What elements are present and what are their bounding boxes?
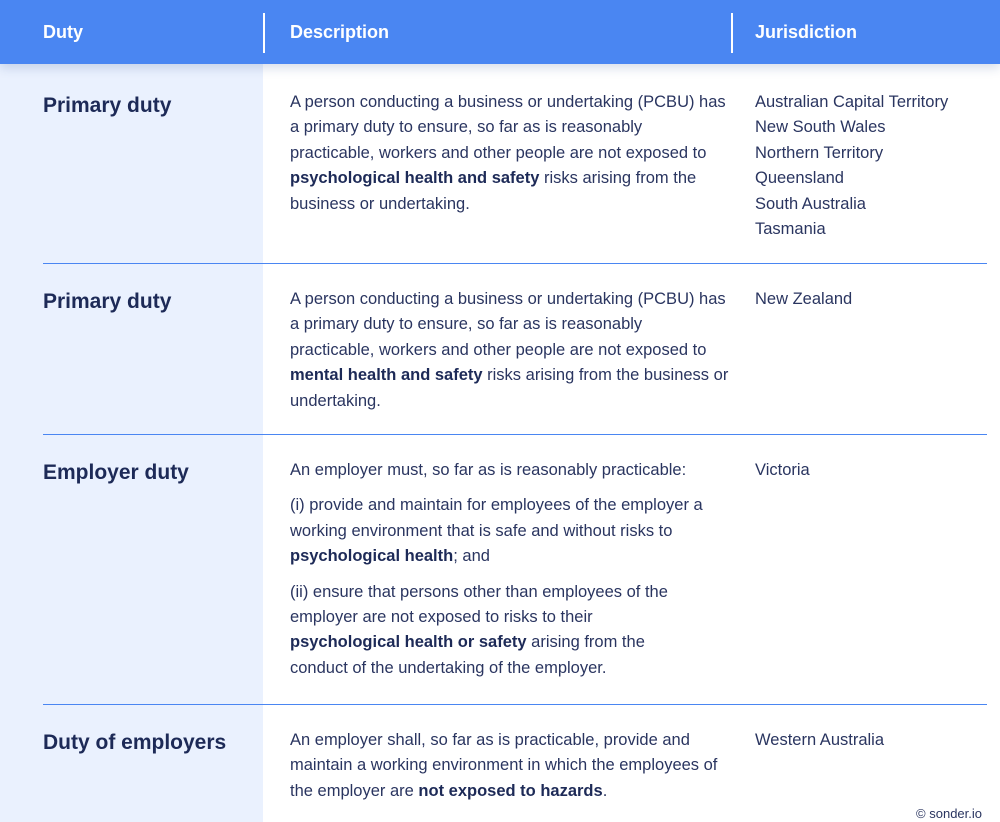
jurisdiction-item: New Zealand: [755, 290, 853, 308]
jurisdiction-list: [755, 287, 990, 312]
jurisdiction-item: Victoria: [755, 461, 810, 479]
jurisdiction-item: Northern Territory: [755, 143, 884, 162]
duty-description: [290, 90, 730, 217]
duty-label: Employer duty: [43, 461, 189, 484]
row-divider: [43, 263, 987, 264]
jurisdiction-item: Tasmania: [755, 220, 826, 239]
jurisdiction-item: Australian Capital Territory: [755, 93, 949, 111]
jurisdiction-item: Western Australia: [755, 731, 885, 749]
jurisdiction-list: [755, 90, 990, 242]
copyright-credit: © sonder.io: [916, 806, 982, 821]
duty-description: [290, 728, 730, 804]
jurisdiction-item: New South Wales: [755, 118, 886, 137]
description-paragraph: An employer shall, so far as is practicable, provide and maintain a working environment in which the employees of the employer are not exposed to hazards.: [290, 731, 718, 800]
description-paragraph: A person conducting a business or undertaking (PCBU) has a primary duty to ensure, so far as is reasonably practicable, workers and other people are not exposed to psychological health and safety risks arising from the business or undertaking.: [290, 93, 726, 213]
jurisdiction-item: South Australia: [755, 194, 866, 213]
duty-description: [290, 287, 730, 414]
header-description: Description: [290, 22, 390, 42]
description-paragraph: (i) provide and maintain for employees of the employer a working environment that is safe and without risks to psychological health; and: [290, 496, 703, 566]
description-paragraph: A person conducting a business or undertaking (PCBU) has a primary duty to ensure, so far as is reasonably practicable, workers and other people are not exposed to mental health and safety risks arising from the business or undertaking.: [290, 290, 729, 410]
duty-label: Duty of employers: [43, 731, 227, 754]
header-jurisdiction: Jurisdiction: [755, 22, 858, 42]
duty-label: Primary duty: [43, 290, 172, 313]
jurisdiction-list: [755, 458, 990, 483]
jurisdiction-item: Queensland: [755, 169, 844, 188]
jurisdiction-list: [755, 728, 990, 753]
duty-description: [290, 458, 730, 681]
description-paragraph: An employer must, so far as is reasonably practicable:: [290, 461, 687, 479]
duty-column-background: [0, 64, 263, 822]
duty-label: Primary duty: [43, 94, 172, 117]
header-duty: Duty: [43, 22, 83, 42]
description-paragraph: (ii) ensure that persons other than employees of the employer are not exposed to risks to their psychological health or safety arising from the conduct of the undertaking of the employer.: [290, 582, 668, 677]
header-divider: [263, 13, 265, 53]
header-divider: [731, 13, 733, 53]
row-divider: [43, 434, 987, 435]
table-header: [0, 0, 1000, 64]
row-divider: [43, 704, 987, 705]
